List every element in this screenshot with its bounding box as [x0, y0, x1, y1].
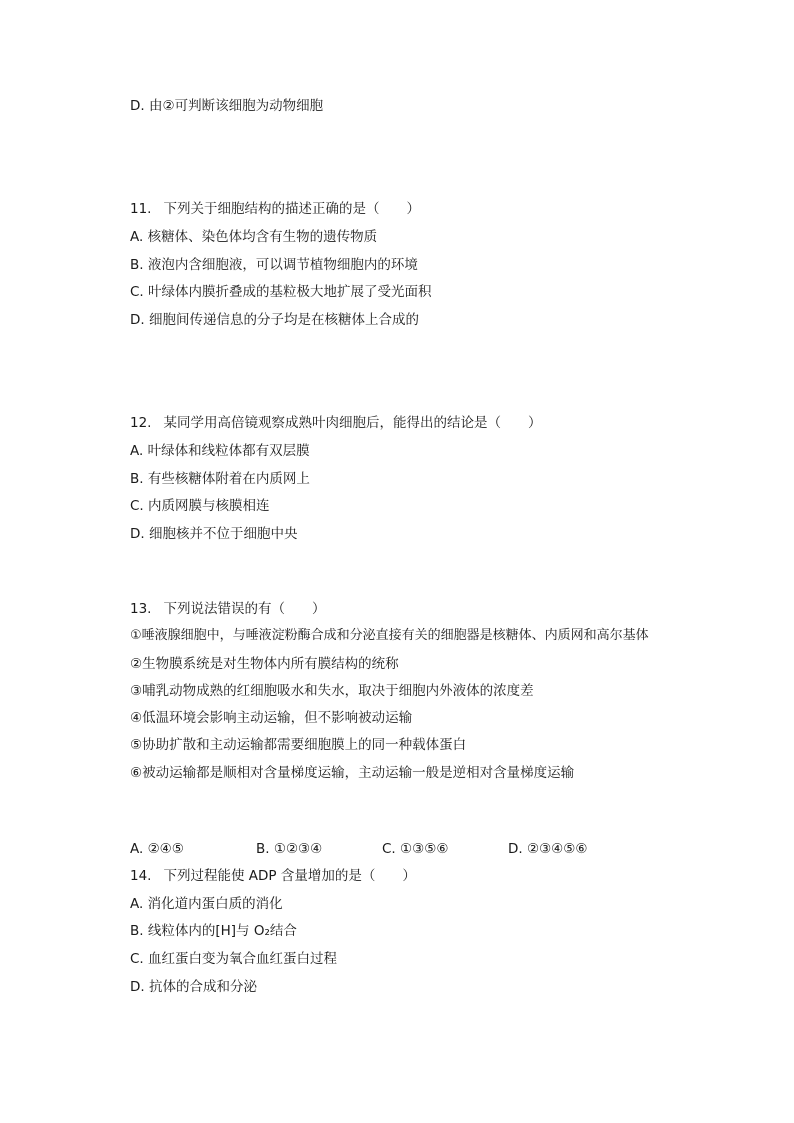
question-14-text: 下列过程能使 ADP 含量增加的是（ ） — [163, 868, 416, 884]
question-13-stem — [130, 599, 325, 619]
q13-statement-3: ③哺乳动物成熟的红细胞吸水和失水，取决于细胞内外液体的浓度差 — [130, 683, 534, 699]
question-11-stem — [130, 199, 420, 219]
question-12-stem — [130, 413, 541, 433]
q13-option-a: A. ②④⑤ — [130, 841, 184, 857]
question-13-number: 13. — [130, 601, 152, 617]
q11-option-c: C. 叶绿体内膜折叠成的基粒极大地扩展了受光面积 — [130, 284, 432, 300]
q13-option-d: D. ②③④⑤⑥ — [508, 841, 588, 857]
question-11-text: 下列关于细胞结构的描述正确的是（ ） — [163, 201, 420, 217]
q14-option-d: D. 抗体的合成和分泌 — [130, 979, 257, 995]
prev-option-d: D. 由②可判断该细胞为动物细胞 — [130, 98, 324, 114]
q13-statement-2: ②生物膜系统是对生物体内所有膜结构的统称 — [130, 656, 399, 672]
q12-option-c: C. 内质网膜与核膜相连 — [130, 498, 270, 514]
q13-option-b: B. ①②③④ — [256, 841, 323, 857]
q13-statement-5: ⑤协助扩散和主动运输都需要细胞膜上的同一种载体蛋白 — [130, 737, 467, 753]
q13-statement-6: ⑥被动运输都是顺相对含量梯度运输，主动运输一般是逆相对含量梯度运输 — [130, 765, 575, 781]
q12-option-d: D. 细胞核并不位于细胞中央 — [130, 526, 298, 542]
q12-option-b: B. 有些核糖体附着在内质网上 — [130, 471, 310, 487]
question-14-number: 14. — [130, 868, 152, 884]
question-12-text: 某同学用高倍镜观察成熟叶肉细胞后，能得出的结论是（ ） — [163, 415, 542, 431]
q12-option-a: A. 叶绿体和线粒体都有双层膜 — [130, 443, 310, 459]
question-13-text: 下列说法错误的有（ ） — [163, 601, 326, 617]
question-11-number: 11. — [130, 201, 152, 217]
question-12-number: 12. — [130, 415, 152, 431]
q14-option-a: A. 消化道内蛋白质的消化 — [130, 896, 283, 912]
q11-option-b: B. 液泡内含细胞液，可以调节植物细胞内的环境 — [130, 257, 418, 273]
q11-option-d: D. 细胞间传递信息的分子均是在核糖体上合成的 — [130, 312, 419, 328]
question-14-stem — [130, 866, 416, 886]
q14-option-b: B. 线粒体内的[H]与 O₂结合 — [130, 923, 297, 939]
q13-option-c: C. ①③⑤⑥ — [382, 841, 449, 857]
q11-option-a: A. 核糖体、染色体均含有生物的遗传物质 — [130, 229, 378, 245]
q13-statement-4: ④低温环境会影响主动运输，但不影响被动运输 — [130, 710, 413, 726]
q14-option-c: C. 血红蛋白变为氧合血红蛋白过程 — [130, 951, 338, 967]
q13-statement-1: ①唾液腺细胞中，与唾液淀粉酶合成和分泌直接有关的细胞器是核糖体、内质网和高尔基体 — [130, 628, 649, 643]
